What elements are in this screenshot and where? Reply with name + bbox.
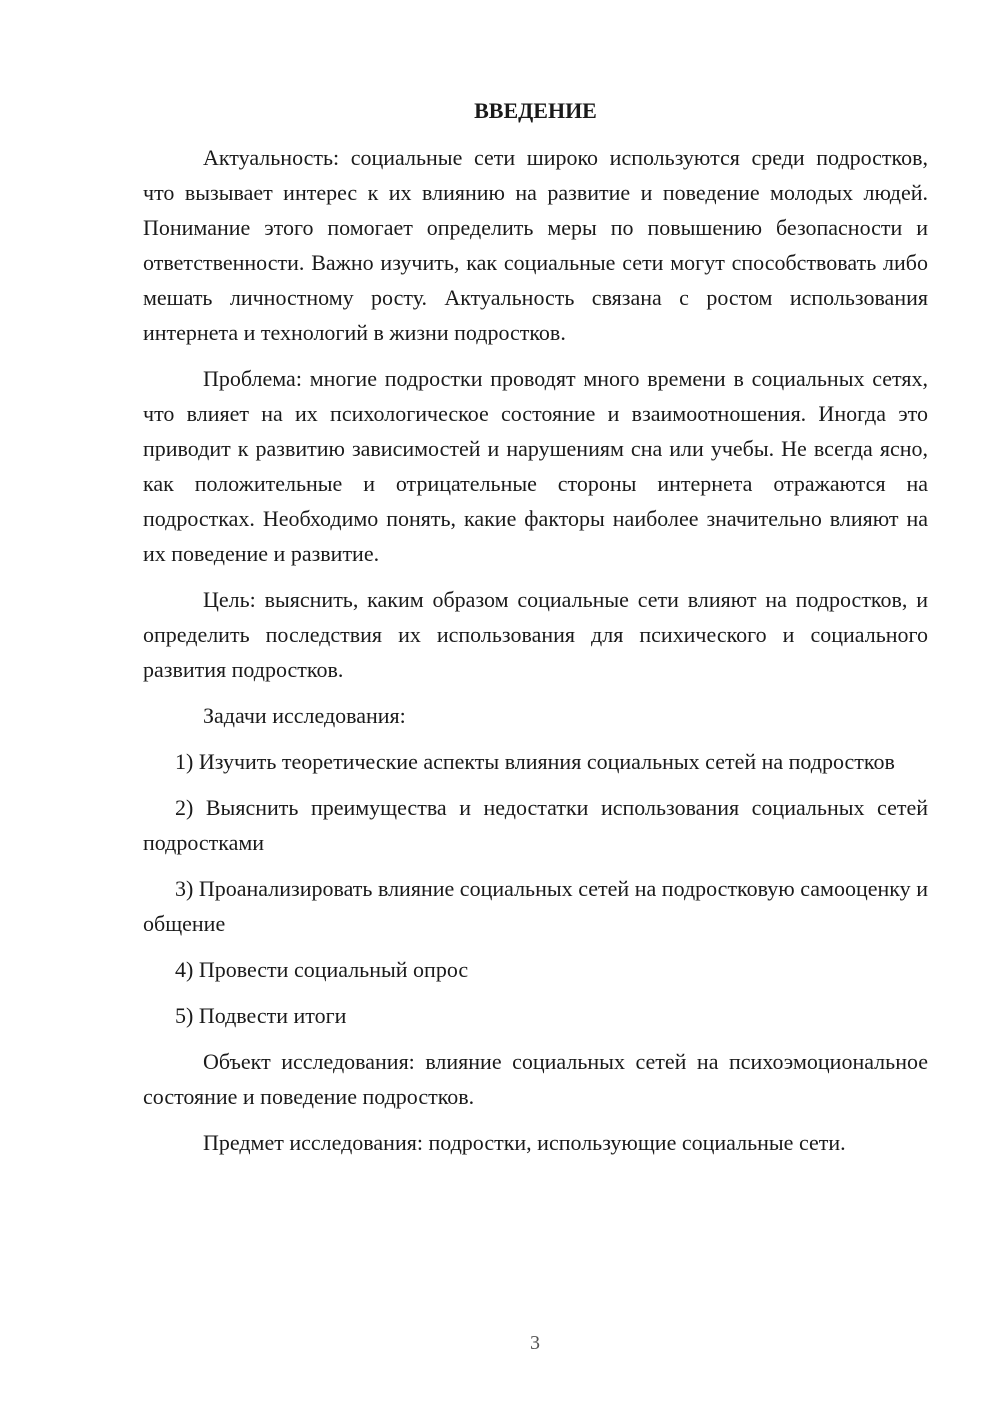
tasks-heading: Задачи исследования: — [203, 703, 406, 728]
research-object-paragraph: Объект исследования: влияние социальных сетей на психоэмоциональное состояние и поведение подростков. — [143, 1049, 928, 1109]
task-item: 2) Выяснить преимущества и недостатки использования социальных сетей подростками — [143, 795, 928, 855]
document-page — [143, 96, 928, 1171]
task-item: 3) Проанализировать влияние социальных сетей на подростковую самооценку и общение — [143, 876, 928, 936]
task-item: 1) Изучить теоретические аспекты влияния социальных сетей на подростков — [175, 749, 895, 774]
task-item: 4) Провести социальный опрос — [175, 957, 469, 982]
section-title: ВВЕДЕНИЕ — [474, 98, 597, 123]
page-number: 3 — [530, 1332, 540, 1354]
problem-paragraph: Проблема: многие подростки проводят много времени в социальных сетях, что влияет на их психологическое состояние и взаимоотношения. Иногда это приводит к развитию зависимостей и нарушениям сна или учебы. Не всегда ясно, как положительные и отрицательные стороны интернета отражаются на подростках. Необходимо понять, какие факторы наиболее значительно влияют на их поведение и развитие. — [143, 366, 928, 566]
relevance-paragraph: Актуальность: социальные сети широко используются среди подростков, что вызывает интерес к их влиянию на развитие и поведение молодых людей. Понимание этого помогает определить меры по повышению безопасности и ответственности. Важно изучить, как социальные сети могут способствовать либо мешать личностному росту. Актуальность связана с ростом использования интернета и технологий в жизни подростков. — [143, 145, 928, 345]
goal-paragraph: Цель: выяснить, каким образом социальные сети влияют на подростков, и определить последствия их использования для психического и социального развития подростков. — [143, 587, 928, 682]
research-subject-paragraph: Предмет исследования: подростки, использующие социальные сети. — [203, 1130, 846, 1155]
task-item: 5) Подвести итоги — [175, 1003, 347, 1028]
